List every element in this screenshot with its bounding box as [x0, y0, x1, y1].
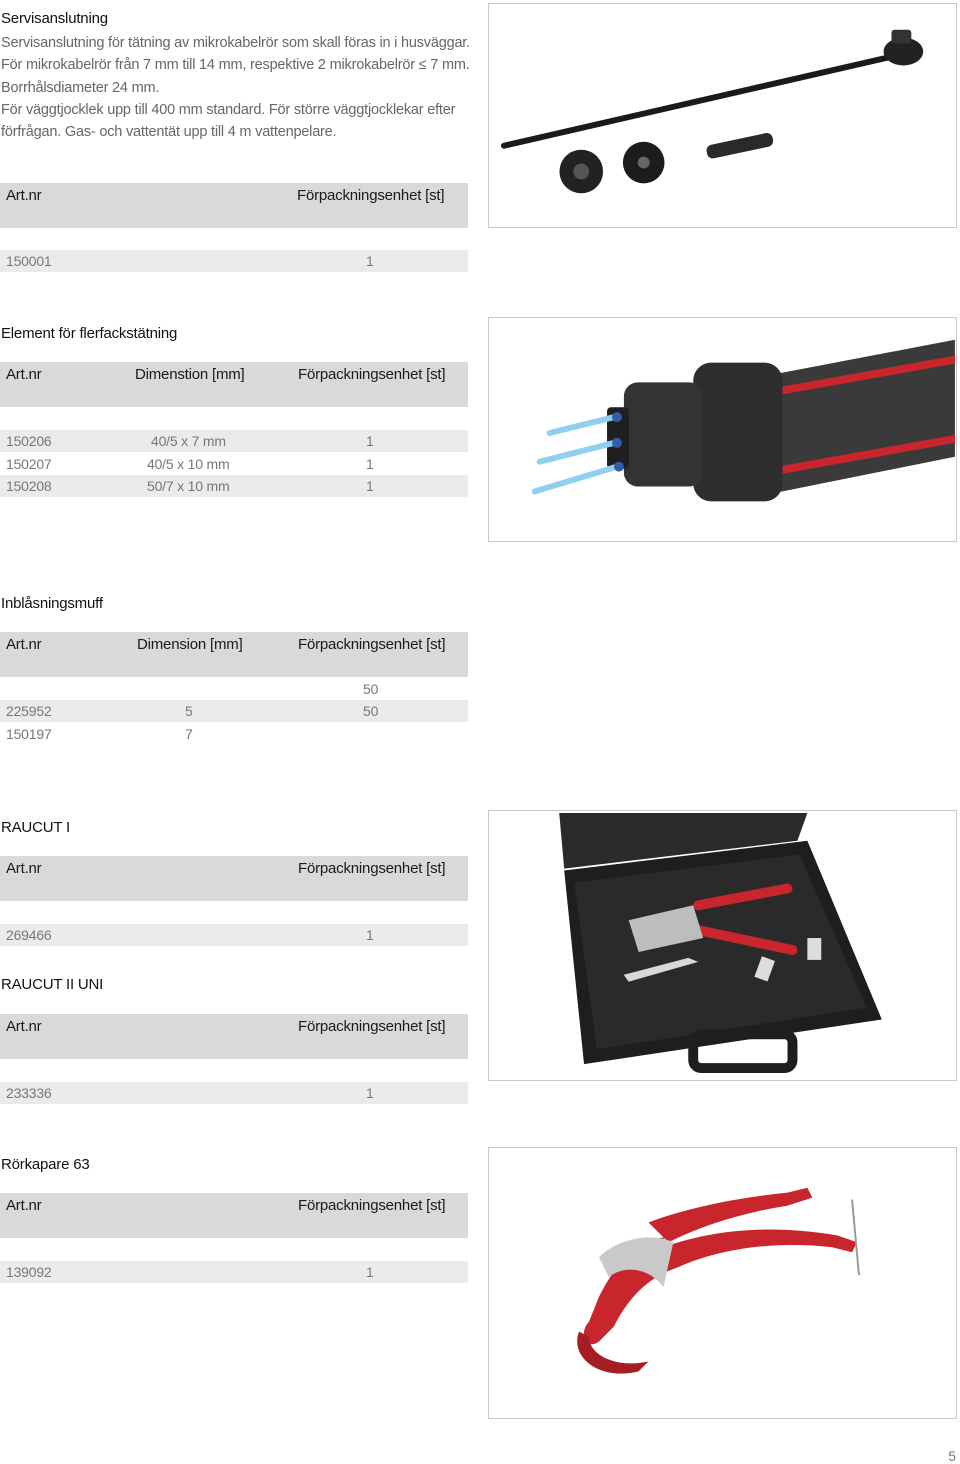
- cell-pack: 1: [366, 1085, 374, 1101]
- col-header-pack: Förpackningsenhet [st]: [298, 1197, 446, 1214]
- product-image-element: [488, 317, 957, 542]
- col-header-art: Art.nr: [6, 366, 42, 383]
- cell-art: 269466: [6, 927, 52, 943]
- description-line: Borrhålsdiameter 24 mm.: [1, 79, 160, 96]
- description-line: För väggtjocklek upp till 400 mm standard. För större väggtjocklekar efter: [1, 101, 456, 118]
- table-row: [0, 678, 468, 700]
- product-image-raucut: [488, 810, 957, 1081]
- col-header-pack: Förpackningsenhet [st]: [298, 1018, 446, 1035]
- cell-pack: 50: [363, 681, 379, 697]
- service-connector-illustration: [489, 4, 956, 227]
- product-description: [1, 32, 481, 143]
- section-title-rorkapare: Rörkapare 63: [1, 1156, 90, 1173]
- cell-pack: 1: [366, 478, 374, 494]
- col-header-pack: Förpackningsenhet [st]: [298, 636, 446, 653]
- cell-dim: 5: [185, 703, 193, 719]
- table-row: [0, 1082, 468, 1104]
- col-header-art: Art.nr: [6, 1018, 42, 1035]
- section-title-inblasningsmuff: Inblåsningsmuff: [1, 595, 103, 612]
- cell-pack: 1: [366, 1264, 374, 1280]
- section-title-element: Element för flerfackstätning: [1, 325, 178, 342]
- tool-case-illustration: [489, 811, 956, 1080]
- cell-art: 233336: [6, 1085, 52, 1101]
- col-header-pack: Förpackningsenhet [st]: [297, 187, 445, 204]
- section-title-raucut-2: RAUCUT II UNI: [1, 976, 104, 993]
- cell-art: 150206: [6, 433, 52, 449]
- cell-pack: 50: [363, 703, 379, 719]
- cell-art: 150207: [6, 456, 52, 472]
- cell-art: 150001: [6, 253, 52, 269]
- table-row: [0, 723, 468, 745]
- table-row: [0, 700, 468, 722]
- description-line: förfrågan. Gas- och vattentät upp till 4 m vattenpelare.: [1, 124, 337, 141]
- col-header-art: Art.nr: [6, 860, 42, 877]
- page-number: 5: [948, 1448, 956, 1464]
- col-header-art: Art.nr: [6, 636, 42, 653]
- col-header-art: Art.nr: [6, 1197, 42, 1214]
- table-header: [0, 1014, 468, 1059]
- description-line: Servisanslutning för tätning av mikrokabelrör som skall föras in i husväggar.: [1, 35, 470, 51]
- table-row: [0, 924, 468, 946]
- table-row: [0, 1261, 468, 1283]
- cell-pack: 1: [366, 456, 374, 472]
- col-header-pack: Förpackningsenhet [st]: [298, 366, 446, 383]
- table-row: [0, 250, 468, 272]
- cell-pack: 1: [366, 927, 374, 943]
- pipe-cutter-illustration: [489, 1148, 956, 1418]
- cell-art: 225952: [6, 703, 52, 719]
- description-line: För mikrokabelrör från 7 mm till 14 mm, respektive 2 mikrokabelrör ≤ 7 mm.: [1, 57, 470, 74]
- product-image-servisanslutning: [488, 3, 957, 228]
- product-image-rorkapare: [488, 1147, 957, 1419]
- section-title-servisanslutning: Servisanslutning: [1, 10, 108, 27]
- table-row: [0, 475, 468, 497]
- cell-dim: 40/5 x 7 mm: [151, 433, 226, 449]
- cell-pack: 1: [366, 433, 374, 449]
- cell-pack: 1: [366, 253, 374, 269]
- table-header: [0, 856, 468, 901]
- table-header: [0, 183, 468, 228]
- table-row: [0, 453, 468, 475]
- table-header: [0, 362, 468, 407]
- cell-art: 139092: [6, 1264, 52, 1280]
- col-header-dim: Dimenstion [mm]: [135, 366, 245, 383]
- table-row: [0, 430, 468, 452]
- col-header-dim: Dimension [mm]: [137, 636, 243, 653]
- cell-art: 150208: [6, 478, 52, 494]
- section-title-raucut-1: RAUCUT I: [1, 819, 70, 836]
- col-header-art: Art.nr: [6, 187, 42, 204]
- cell-dim: 7: [185, 726, 193, 742]
- cell-dim: 40/5 x 10 mm: [147, 456, 230, 472]
- col-header-pack: Förpackningsenhet [st]: [298, 860, 446, 877]
- cell-dim: 50/7 x 10 mm: [147, 478, 230, 494]
- sealing-element-illustration: [489, 318, 956, 541]
- table-header: [0, 632, 468, 677]
- cell-art: 150197: [6, 726, 52, 742]
- table-header: [0, 1193, 468, 1238]
